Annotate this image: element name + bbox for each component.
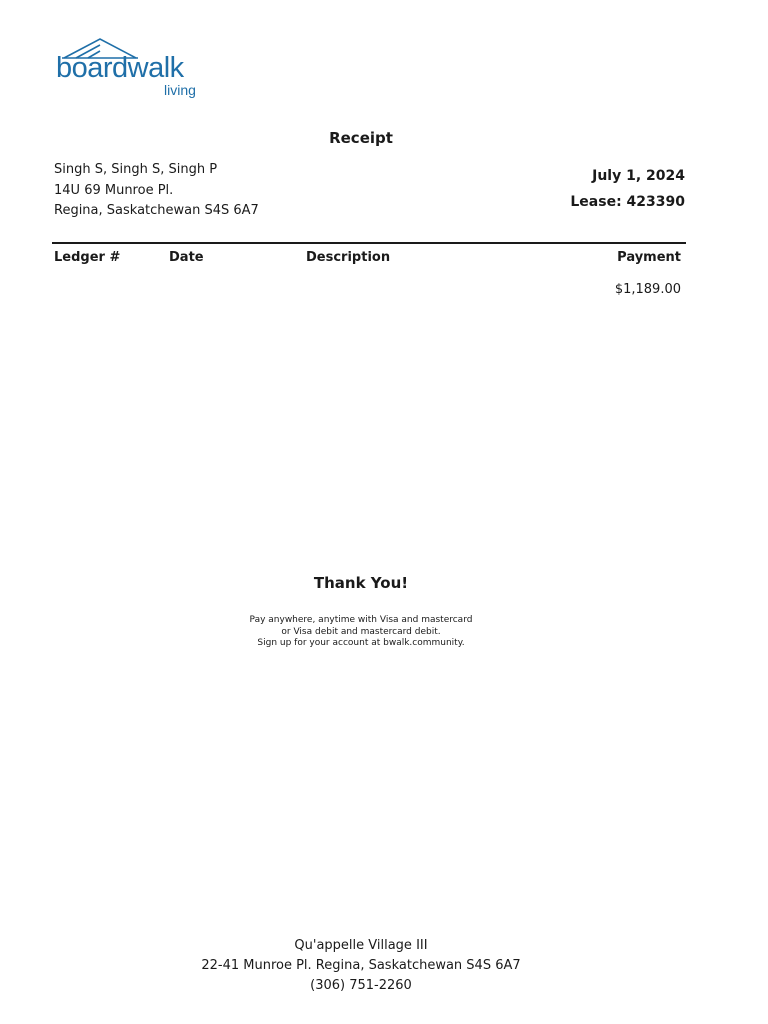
ledger-header: Ledger # xyxy=(54,250,121,265)
row-payment-amount: $1,189.00 xyxy=(614,282,681,297)
property-address: 22-41 Munroe Pl. Regina, Saskatchewan S4S 6A7 xyxy=(201,958,521,973)
notice-line: or Visa debit and mastercard debit. xyxy=(281,626,441,637)
logo-wordmark: boardwalk xyxy=(56,52,184,84)
tenant-unit-address: 14U 69 Munroe Pl. xyxy=(54,182,174,198)
tenant-address-block xyxy=(54,160,259,222)
boardwalk-logo xyxy=(56,38,206,100)
date-header: Date xyxy=(169,250,204,265)
property-name: Qu'appelle Village III xyxy=(294,938,428,953)
description-header: Description xyxy=(306,250,391,265)
table-top-rule xyxy=(52,242,686,244)
receipt-title: Receipt xyxy=(329,129,393,147)
thank-you-heading: Thank You! xyxy=(313,574,409,592)
property-footer xyxy=(0,936,722,996)
lease-number: Lease: 423390 xyxy=(570,194,685,210)
property-phone: (306) 751-2260 xyxy=(310,978,412,993)
receipt-meta xyxy=(570,163,685,215)
notice-line: Pay anywhere, anytime with Visa and mastercard xyxy=(249,615,473,625)
payment-notice xyxy=(0,615,722,650)
notice-line: Sign up for your account at bwalk.community. xyxy=(257,638,465,648)
payment-header: Payment xyxy=(617,250,681,265)
receipt-date: July 1, 2024 xyxy=(592,168,685,184)
logo-tagline: living xyxy=(164,82,196,98)
tenant-names: Singh S, Singh S, Singh P xyxy=(54,162,218,177)
tenant-city-line: Regina, Saskatchewan S4S 6A7 xyxy=(54,203,259,218)
